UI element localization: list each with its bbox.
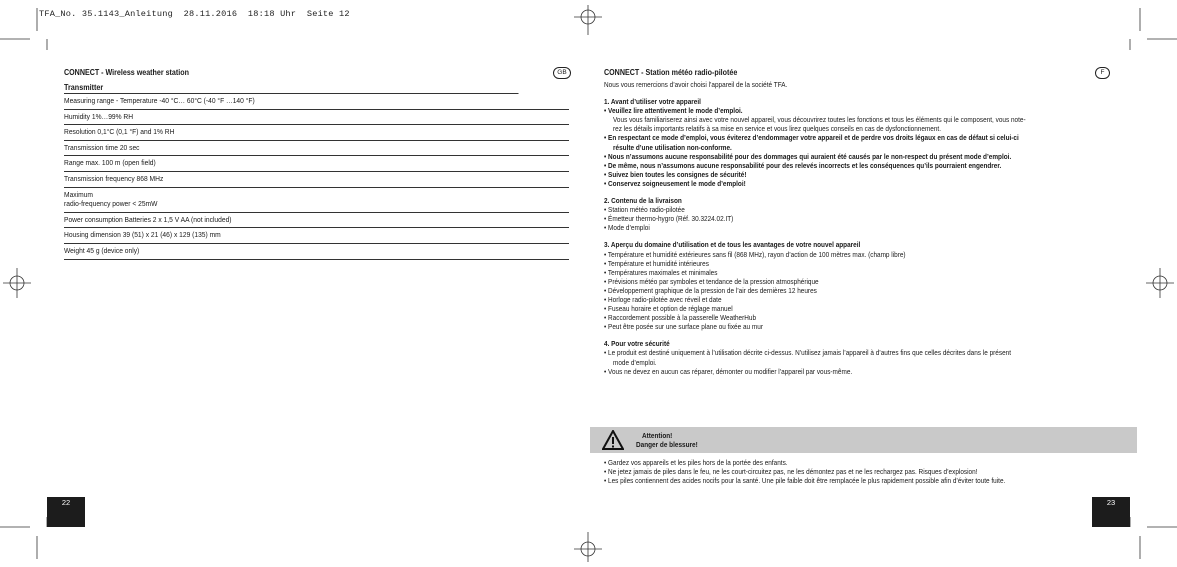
list-item: • Fuseau horaire et option de réglage manuel (604, 304, 733, 314)
list-item: • Développement graphique de la pression de l’air des dernières 12 heures (604, 285, 817, 295)
spec-row: Housing dimension 39 (51) x 21 (46) x 129 (135) mm (64, 228, 569, 244)
section-2-title: 2. Contenu de la livraison (604, 196, 682, 206)
spec-row: Weight 45 g (device only) (64, 244, 569, 260)
warning-box (590, 427, 1137, 453)
list-item: • Émetteur thermo-hygro (Réf. 30.3224.02.IT) (604, 214, 734, 224)
section-1-title: 1. Avant d’utiliser votre appareil (604, 97, 701, 107)
list-item: • Horloge radio-pilotée avec réveil et date (604, 294, 722, 304)
list-item: • Vous ne devez en aucun cas réparer, démonter ou modifier l’appareil par vous-même. (604, 366, 853, 376)
left-page-title: CONNECT - Wireless weather station (64, 67, 189, 77)
spec-row: Power consumption Batteries 2 x 1,5 V AA (not included) (64, 213, 569, 229)
spec-row: Humidity 1%…99% RH (64, 110, 569, 126)
page-number-left: 22 (47, 497, 85, 527)
list-item: • Station météo radio-pilotée (604, 205, 685, 215)
spec-row: Transmission time 20 sec (64, 141, 569, 157)
spec-row: Resolution 0,1°C (0,1 °F) and 1% RH (64, 125, 569, 141)
list-item: • Conservez soigneusement le mode d’emploi! (604, 178, 746, 188)
list-item: • Nous n’assumons aucune responsabilité pour des dommages qui auraient été causés par le non-respect du présent mode d’emploi. (604, 151, 1012, 161)
page-number-right: 23 (1092, 497, 1130, 527)
list-item: • Ne jetez jamais de piles dans le feu, ne les court-circuitez pas, ne les démontez pas et ne les rechargez pas. Risques d’explosion! (604, 467, 978, 477)
list-item: • Gardez vos appareils et les piles hors de la portée des enfants. (604, 458, 788, 467)
list-item: • Le produit est destiné uniquement à l’utilisation décrite ci-dessus. N’utilisez jamais l’appareil à d’autres fins que celles décrites dans le présent (604, 348, 1012, 358)
warning-subtitle: Danger de blessure! (636, 440, 698, 449)
warning-triangle-icon (602, 430, 624, 450)
list-item: résulte d’une utilisation non-conforme. (613, 142, 732, 152)
list-item: mode d’emploi. (613, 357, 657, 367)
spec-row: Range max. 100 m (open field) (64, 156, 569, 172)
right-page-title: CONNECT - Station météo radio-pilotée (604, 67, 738, 77)
list-item: • De même, nous n’assumons aucune responsabilité pour des relevés incorrects et les conséquences qu’ils pourraient engendrer. (604, 160, 1002, 170)
section-4-title: 4. Pour votre sécurité (604, 339, 670, 349)
list-item: • Température et humidité intérieures (604, 258, 709, 268)
section-3-title: 3. Aperçu du domaine d’utilisation et de tous les avantages de votre nouvel appareil (604, 240, 861, 250)
file-header: TFA_No. 35.1143_Anleitung 28.11.2016 18:18 Uhr Seite 12 (39, 9, 350, 19)
list-item: • Température et humidité extérieures sans fil (868 MHz), rayon d’action de 100 mètres max. (champ libre) (604, 249, 906, 259)
list-item: • Prévisions météo par symboles et tendance de la pression atmosphérique (604, 276, 819, 286)
intro-text: Nous vous remercions d’avoir choisi l’appareil de la société TFA. (604, 80, 788, 89)
right-page-safety-list (604, 458, 1116, 485)
warning-title: Attention! (642, 431, 673, 440)
spec-row: Maximum radio-frequency power < 25mW (64, 188, 569, 213)
list-item: • Températures maximales et minimales (604, 267, 718, 277)
list-item: • En respectant ce mode d’emploi, vous éviterez d’endommager votre appareil et de perdre vos droits légaux en cas de défaut si celui-ci (604, 133, 1019, 143)
list-item: • Peut être posée sur une surface plane ou fixée au mur (604, 322, 763, 332)
spec-row: Transmission frequency 868 MHz (64, 172, 569, 188)
list-item: rez les détails importants relatifs à sa mise en service et vous lirez quelques conseils en cas de dysfonctionnement. (613, 124, 942, 134)
list-item: • Raccordement possible à la passerelle WeatherHub (604, 313, 757, 323)
list-item: • Suivez bien toutes les consignes de sécurité! (604, 169, 747, 179)
spec-table (64, 80, 569, 260)
list-item: • Mode d’emploi (604, 223, 650, 233)
spec-table-heading: Transmitter (64, 80, 519, 94)
right-page-body (604, 80, 1116, 376)
language-badge-gb: GB (553, 67, 571, 79)
language-badge-f: F (1095, 67, 1110, 79)
spec-row: Measuring range - Temperature -40 °C… 60°C (-40 °F …140 °F) (64, 94, 569, 110)
list-item: Vous vous familiariserez ainsi avec votre nouvel appareil, vous découvrirez toutes les fonctions et tous les éléments qui le composent, vous note- (613, 115, 1026, 125)
list-item: • Veuillez lire attentivement le mode d’emploi. (604, 106, 743, 116)
list-item: • Les piles contiennent des acides nocifs pour la santé. Une pile faible doit être remplacée le plus rapidement possible afin d’éviter toute fuite. (604, 476, 1006, 486)
